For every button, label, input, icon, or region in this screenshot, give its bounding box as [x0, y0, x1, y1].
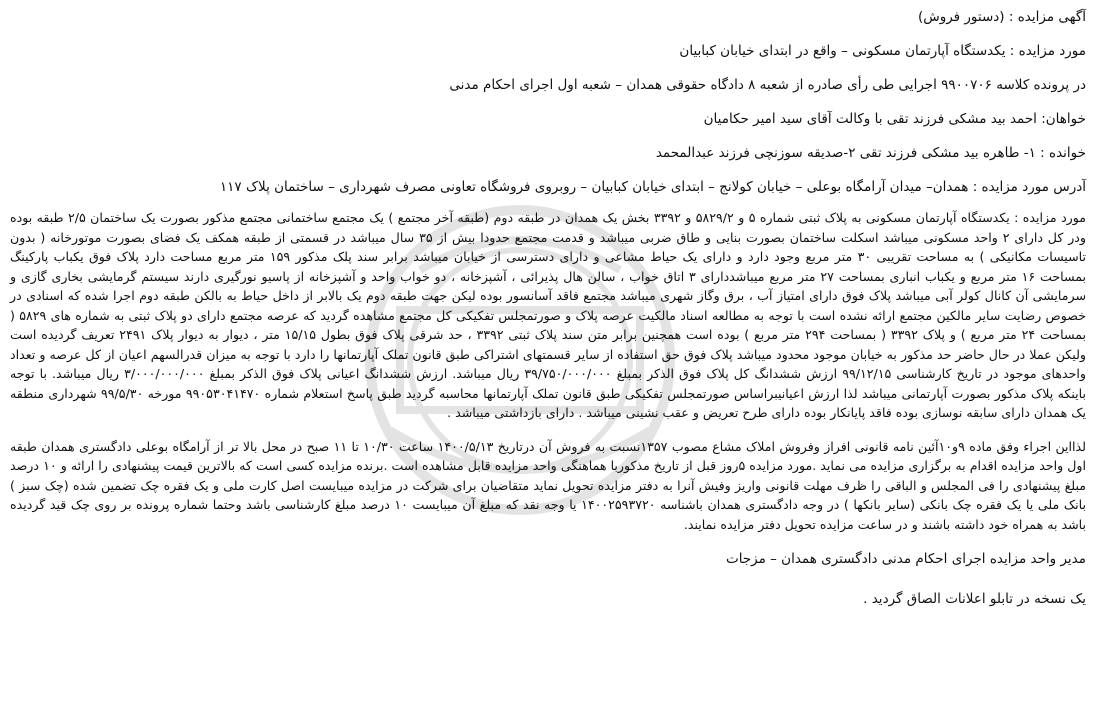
case-file-line: در پرونده کلاسه ۹۹۰۰۷۰۶ اجرایی طی رأی صادره از شعبه ۸ دادگاه حقوقی همدان – شعبه اول اجرای احکام مدنی: [449, 77, 1086, 93]
auction-subject: مورد مزایده : یکدستگاه آپارتمان مسکونی – واقع در ابتدای خیابان کبابیان: [679, 43, 1086, 59]
notice-title: آگهی مزایده : (دستور فروش): [917, 9, 1086, 25]
signature-line: مدیر واحد مزایده اجرای احکام مدنی دادگستری همدان – مزجات: [725, 551, 1086, 567]
footer-note: یک نسخه در تابلو اعلانات الصاق گردید .: [863, 591, 1086, 607]
auction-conditions-paragraph: لذااین اجراء وفق ماده ۹و۱۰آئین نامه قانونی افراز وفروش املاک مشاع مصوب ۱۳۵۷نسبت به فروش آن درتاریخ ۱۴۰۰/۵/۱۳ ساعت ۱۰/۳۰ تا ۱۱ صبح در محل بالا تر از آرامگاه بوعلی دادگستری همدان طبقه اول واحد مزایده اقدام به برگزاری مزایده می نماید .مورد مزایده ۵روز قبل از تاریخ مذکوربا هماهنگی واحد مزایده قابل مشاهده است .برنده مزایده کسی است که بالاترین قیمت پیشنهادی را ارائه و ۱۰ درصد مبلغ پیشنهادی را فی المجلس و الباقی را ظرف مهلت قانونی واریز وفیش آنرا به دفتر مزایده تحویل نماید متقاضیان برای شرکت در مزایده میبایست اصل کارت ملی و یک فقره چک تضمین شده (چک سبز ) بانک ملی یا یک فقره چک بانکی (سایر بانکها ) در وجه دادگستری همدان باشناسه ۱۴۰۰۲۵۹۳۷۲۰ یا وجه نقد که مبلغ آن میبایست ۱۰ درصد مبلغ کارشناسی باشد وحتما شماره پرونده بر روی چک قید گردیده باشد به همراه خود داشته باشند و در ساعت مزایده تحویل دفتر مزایده نمایند.: [10, 438, 1086, 532]
defendant-line: خوانده : ۱- طاهره بید مشکی فرزند تقی ۲-صدیقه سوزنچی فرزند عبدالمحمد: [655, 145, 1086, 161]
plaintiff-line: خواهان: احمد بید مشکی فرزند تقی با وکالت آقای سید امیر حکامیان: [703, 111, 1086, 127]
property-description-paragraph: مورد مزایده : یکدستگاه آپارتمان مسکونی به پلاک ثبتی شماره ۵ و ۵۸۲۹/۲ و ۳۳۹۲ بخش یک همدان در طبقه دوم (طبقه آخر مجتمع ) یک مجتمع ساختمانی مجتمع مذکور بصورت یک ساختمان ۲/۵ طبقه بوده ودر کل دارای ۲ واحد مسکونی میباشد اسکلت ساختمان بصورت بنایی و طاق ضربی میباشد و قدمت مجتمع حدودا بیش از ۳۵ سال میباشد در قسمتی از طبقه همکف یک فضای بصورت موتورخانه ( بدون تاسیسات مکانیکی ) به مساحت تقریبی ۳۰ متر مربع وجود دارد و دارای یک حیاط مشاعی و دارای دسترسی از خیابان میباشد برابر سند پلک مذکور ۱۵۹ متر مربع مساحت دارد پلاک فوق یکباب پارکینگ بمساحت ۱۶ متر مربع و یکباب انباری بمساحت ۲۷ متر مربع میباشددارای ۳ اتاق خواب ، سالن هال پذیرائی ، آشپزخانه ، دو خواب واحد و آشپزخانه از پاسیو نورگیری دارند سیستم گرمایشی بخاری گازی و سرمایشی آن کانال کولر آبی میباشد پلاک فوق دارای امتیاز آب ، برق وگاز شهری میباشد مجتمع فاقد آسانسور بوده لیکن جهت طبقه دوم یک بالابر از داخل حیاط به بالکن طبقه دوم اجرا شده که اسنادی در خصوص رضایت سایر مالکین مجتمع ارائه نشده است با توجه به مطالعه اسناد مالکیت عرصه پلاک و صورتمجلس تفکیکی کل مجتمع مشاهده گردید که عرصه مجتمع دارای دو پلاک ثبتی به شماره های ۵۸۲۹ ( بمساحت ۲۴ متر مربع ) و پلاک ۳۳۹۲ ( بمساحت ۲۹۴ متر مربع ) بوده است همچنین برابر متن سند پلاک ثبتی ۳۳۹۲ ، حد شرقی پلاک فوق بطول ۱۵/۱۵ متر ، دیوار به دیوار پلاک ۲۴۹۱ تعریف گردیده است ولیکن عملا در حال حاضر حد مذکور به خیابان موجود محدود میباشد پلاک فوق حق استفاده از سایر قسمتهای اشتراکی طبق قانون تملک آپارتمانها را دارد با توجه به میزان قدرالسهم اعیان از کل عرصه و تعداد واحدهای موجود در تاریخ کارشناسی ۹۹/۱۲/۱۵ ارزش ششدانگ کل پلاک فوق الذکر بمبلغ ۳۹/۷۵۰/۰۰۰/۰۰۰ ریال میباشد. ارزش ششدانگ اعیانی پلاک فوق الذکر بمبلغ ۳/۰۰۰/۰۰۰/۰۰۰ ریال میباشد. با توجه باینکه پلاک مذکور بصورت آپارتمانی میباشد لذا ارزش اعیانیبراساس صورتمجلس تفکیکی طبق قانون تملک آپارتمانها محاسبه گردید طبق پاسخ استعلام شماره ۹۹۰۵۳۰۴۱۴۷۰ مورخه ۹۹/۵/۳۰ شهرداری منطقه یک همدان دارای سابقه نوسازی بوده فاقد پایانکار بوده دارای طرح تعریض و عقب نشینی میباشد . دارای بازداشتی میباشد .: [10, 210, 1087, 420]
address-line: آدرس مورد مزایده : همدان– میدان آرامگاه بوعلی – خیابان کولانج – ابتدای خیابان کبابیان – روبروی فروشگاه تعاونی مصرف شهرداری – ساختمان پلاک ۱۱۷: [219, 179, 1086, 195]
